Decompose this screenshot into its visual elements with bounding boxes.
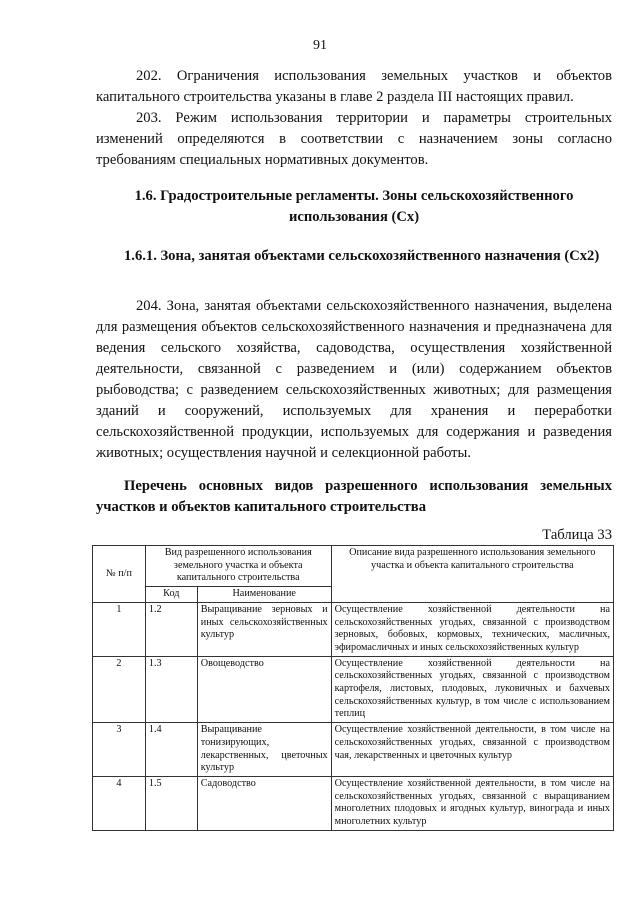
header-code: Код	[145, 587, 197, 603]
land-use-table	[92, 545, 614, 831]
row-description: Осуществление хозяйственной деятельности, в том числе на сельскохозяйственных угодьях, связанной с выращиванием многолетних плодовых и ягодных культур, винограда и иных многолетних культур	[331, 776, 613, 830]
header-use-type-group: Вид разрешенного использования земельного участка и объекта капитального строительства	[145, 546, 331, 587]
table-row	[93, 656, 614, 723]
row-name: Выращивание тонизирующих, лекарственных, цветочных культур	[197, 723, 331, 777]
paragraph-202: 202. Ограничения использования земельных участков и объектов капитального строительства указаны в главе 2 раздела III настоящих правил.	[96, 68, 612, 105]
paragraph-204-block	[96, 296, 612, 464]
row-name: Садоводство	[197, 776, 331, 830]
header-number: № п/п	[93, 546, 146, 603]
row-number: 2	[93, 656, 146, 723]
table-caption: Таблица 33	[542, 527, 612, 543]
list-heading: Перечень основных видов разрешенного использования земельных участков и объектов капитального строительства	[96, 478, 612, 515]
table-row	[93, 776, 614, 830]
list-heading-block	[96, 476, 612, 518]
row-code: 1.4	[145, 723, 197, 777]
paragraph-204: 204. Зона, занятая объектами сельскохозяйственного назначения, выделена для размещения объектов сельскохозяйственного назначения и предназначена для ведения сельского хозяйства, садоводства, осуществления хозяйственной деятельности, связанной с разведением и (или) содержанием объектов рыбоводства; с разведением сельскохозяйственных животных; для размещения зданий и сооружений, используемых для хранения и переработки сельскохозяйственной продукции, используемых для содержания и разведения животных; осуществления научной и селекционной работы.	[96, 298, 612, 461]
row-number: 1	[93, 602, 146, 656]
row-code: 1.3	[145, 656, 197, 723]
row-number: 3	[93, 723, 146, 777]
section-heading-block	[96, 186, 612, 228]
row-description: Осуществление хозяйственной деятельности на сельскохозяйственных угодьях, связанной с производством зерновых, бобовых, кормовых, технических, масличных, эфиромасличных и иных сельскохозяйственных культур	[331, 602, 613, 656]
row-description: Осуществление хозяйственной деятельности, в том числе на сельскохозяйственных угодьях, связанной с производством чая, лекарственных и цветочных культур	[331, 723, 613, 777]
subsection-heading-1-6-1: 1.6.1. Зона, занятая объектами сельскохозяйственного назначения (Сх2)	[124, 248, 600, 264]
row-number: 4	[93, 776, 146, 830]
row-code: 1.2	[145, 602, 197, 656]
header-description: Описание вида разрешенного использования земельного участка и объекта капитального строительства	[331, 546, 613, 603]
row-name: Выращивание зерновых и иных сельскохозяйственных культур	[197, 602, 331, 656]
row-description: Осуществление хозяйственной деятельности на сельскохозяйственных угодьях, связанной с производством картофеля, листовых, плодовых, луковичных и бахчевых сельскохозяйственных культур, в том числе с использованием теплиц	[331, 656, 613, 723]
intro-block	[96, 66, 612, 171]
table-row	[93, 602, 614, 656]
table-row	[93, 723, 614, 777]
row-code: 1.5	[145, 776, 197, 830]
row-name: Овощеводство	[197, 656, 331, 723]
header-name: Наименование	[197, 587, 331, 603]
section-heading-1-6: 1.6. Градостроительные регламенты. Зоны сельскохозяйственного использования (Сх)	[134, 188, 574, 225]
table-header-row	[93, 546, 614, 587]
paragraph-203: 203. Режим использования территории и параметры строительных изменений определяются в соответствии с назначением зоны согласно требованиям специальных нормативных документов.	[96, 110, 612, 168]
page-number: 91	[313, 38, 327, 53]
subsection-heading-block	[96, 246, 612, 267]
